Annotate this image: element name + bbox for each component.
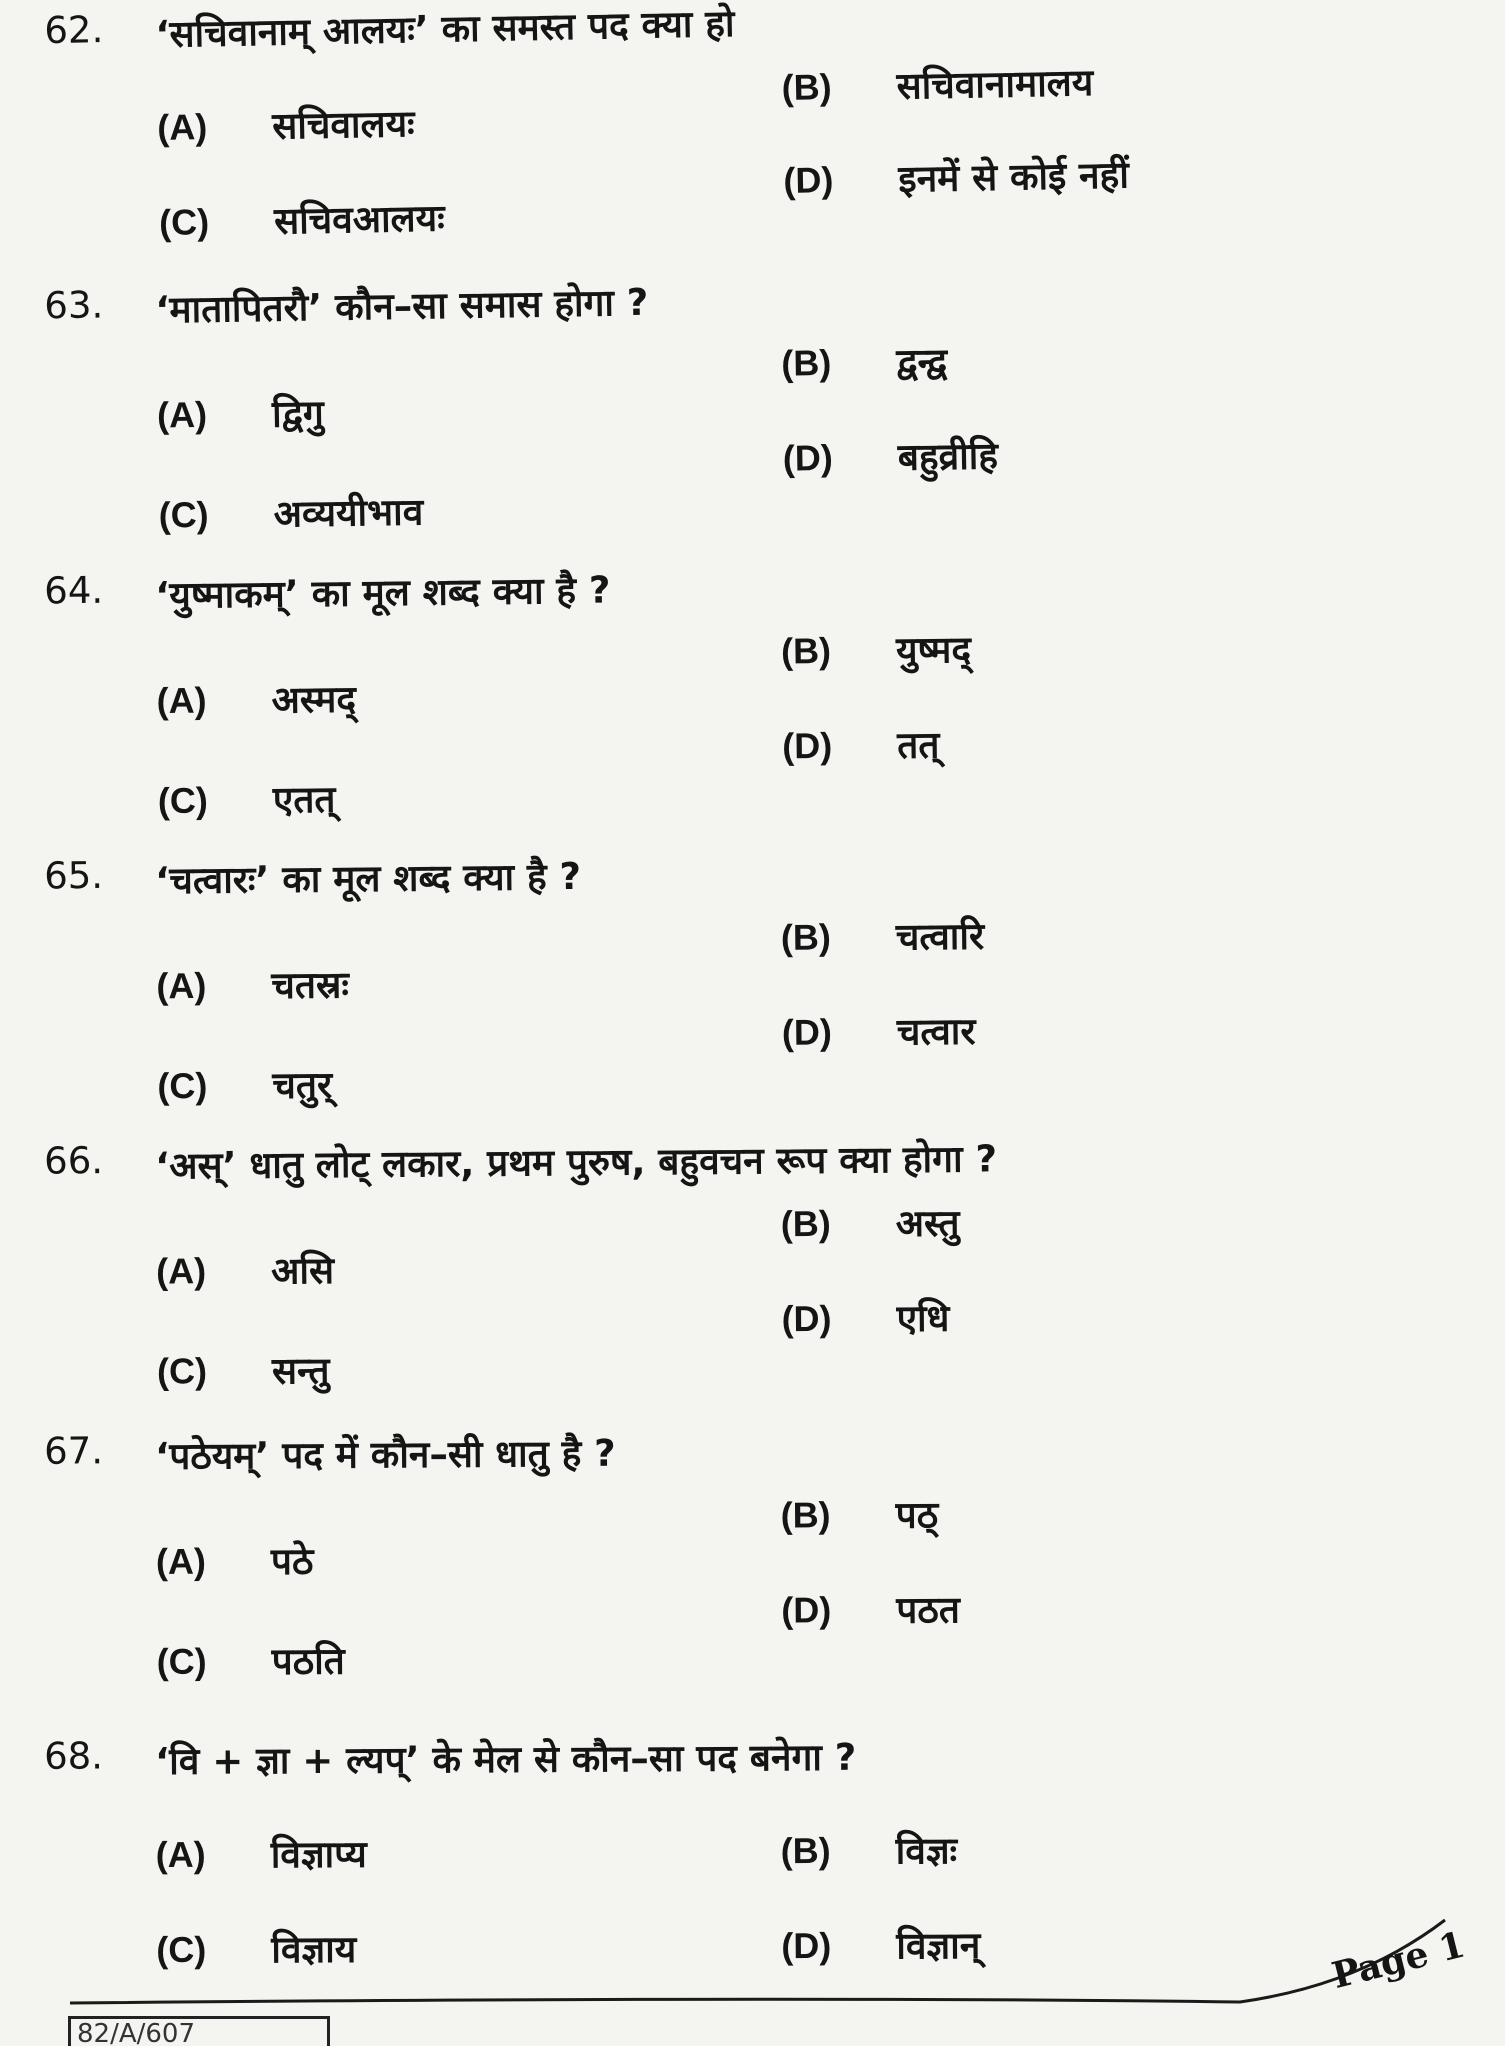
question-number: 66. <box>43 1139 104 1183</box>
option-label: (B) <box>780 1829 831 1872</box>
option-text: एतत् <box>272 777 336 822</box>
option-text: चत्वारि <box>895 914 985 959</box>
option-label: (A) <box>155 1540 207 1582</box>
option-label: (B) <box>780 916 832 958</box>
option-label: (C) <box>156 1640 207 1682</box>
option-text: असि <box>270 1249 335 1293</box>
option-text: सचिवआलयः <box>273 196 445 243</box>
option-label: (D) <box>783 159 834 201</box>
option-label: (A) <box>155 1250 207 1292</box>
question-number: 67. <box>43 1429 104 1473</box>
option-label: (C) <box>156 1350 208 1392</box>
option-text: तत् <box>896 723 940 768</box>
option-label: (A) <box>156 964 207 1007</box>
option-text: अव्ययीभाव <box>273 490 424 536</box>
question-text: ‘मातापितरौ’ कौन–सा समास होगा ? <box>155 280 649 332</box>
option-label: (D) <box>781 1297 832 1340</box>
option-text: बहुव्रीहि <box>897 434 999 479</box>
option-text: विज्ञाय <box>271 1927 357 1972</box>
option-text: चत्वार <box>896 1009 976 1054</box>
page-number: Page 1 <box>1327 1923 1470 1997</box>
option-label: (C) <box>157 1064 208 1107</box>
option-label: (A) <box>155 1833 206 1876</box>
question-text: ‘अस्’ धातु लोट् लकार, प्रथम पुरुष, बहुवचन रूप क्या होगा ? <box>155 1137 998 1188</box>
option-label: (B) <box>780 629 832 672</box>
option-text: अस्मद् <box>271 677 357 722</box>
option-text: चतस्रः <box>271 963 350 1008</box>
option-label: (B) <box>780 1494 831 1536</box>
option-text: एधि <box>896 1296 950 1341</box>
option-label: (D) <box>781 1011 833 1053</box>
question-number: 68. <box>43 1734 104 1778</box>
question-text: ‘वि + ज्ञा + ल्यप्’ के मेल से कौन–सा पद बनेगा ? <box>155 1735 857 1784</box>
option-label: (D) <box>781 1589 832 1631</box>
question-text: ‘युष्माकम्’ का मूल शब्द क्या है ? <box>155 568 611 618</box>
question-text: ‘चत्वारः’ का मूल शब्द क्या है ? <box>155 854 582 903</box>
option-text: विज्ञान् <box>896 1924 981 1968</box>
option-text: द्विगु <box>271 391 325 436</box>
option-text: द्वन्द्व <box>895 340 948 384</box>
option-text: सचिवानामालय <box>896 61 1094 108</box>
option-text: सन्तु <box>271 1349 330 1393</box>
option-label: (A) <box>156 679 207 722</box>
option-label: (C) <box>156 1928 207 1971</box>
option-text: पठ् <box>895 1493 939 1537</box>
option-label: (D) <box>781 724 833 767</box>
option-label: (B) <box>781 66 833 109</box>
option-text: पठत <box>896 1588 961 1632</box>
option-text: विज्ञः <box>895 1829 958 1873</box>
option-text: सचिवालयः <box>271 102 415 148</box>
option-label: (C) <box>157 779 209 822</box>
option-text: पठति <box>271 1639 345 1684</box>
question-text: ‘पठेयम्’ पद में कौन–सी धातु है ? <box>155 1431 616 1478</box>
option-text: इनमें से कोई नहीं <box>898 153 1130 201</box>
option-label: (B) <box>780 1202 831 1245</box>
option-text: युष्मद् <box>895 628 972 673</box>
option-text: पठे <box>270 1539 314 1584</box>
question-number: 64. <box>43 568 104 613</box>
paper-code-box: 82/A/607 <box>68 2016 330 2046</box>
option-text: चतुर् <box>272 1063 333 1108</box>
question-text: ‘सचिवानाम् आलयः’ का समस्त पद क्या हो <box>155 1 735 57</box>
option-label: (B) <box>781 341 832 384</box>
option-label: (C) <box>158 493 209 536</box>
option-label: (A) <box>156 393 208 436</box>
option-label: (A) <box>156 106 208 148</box>
option-label: (D) <box>781 1924 832 1967</box>
question-number: 63. <box>43 283 104 328</box>
option-label: (D) <box>782 436 834 479</box>
option-text: विज्ञाप्य <box>270 1832 367 1877</box>
question-number: 62. <box>43 8 104 53</box>
question-number: 65. <box>43 853 104 898</box>
option-label: (C) <box>158 201 210 243</box>
option-text: अस्तु <box>895 1201 960 1246</box>
